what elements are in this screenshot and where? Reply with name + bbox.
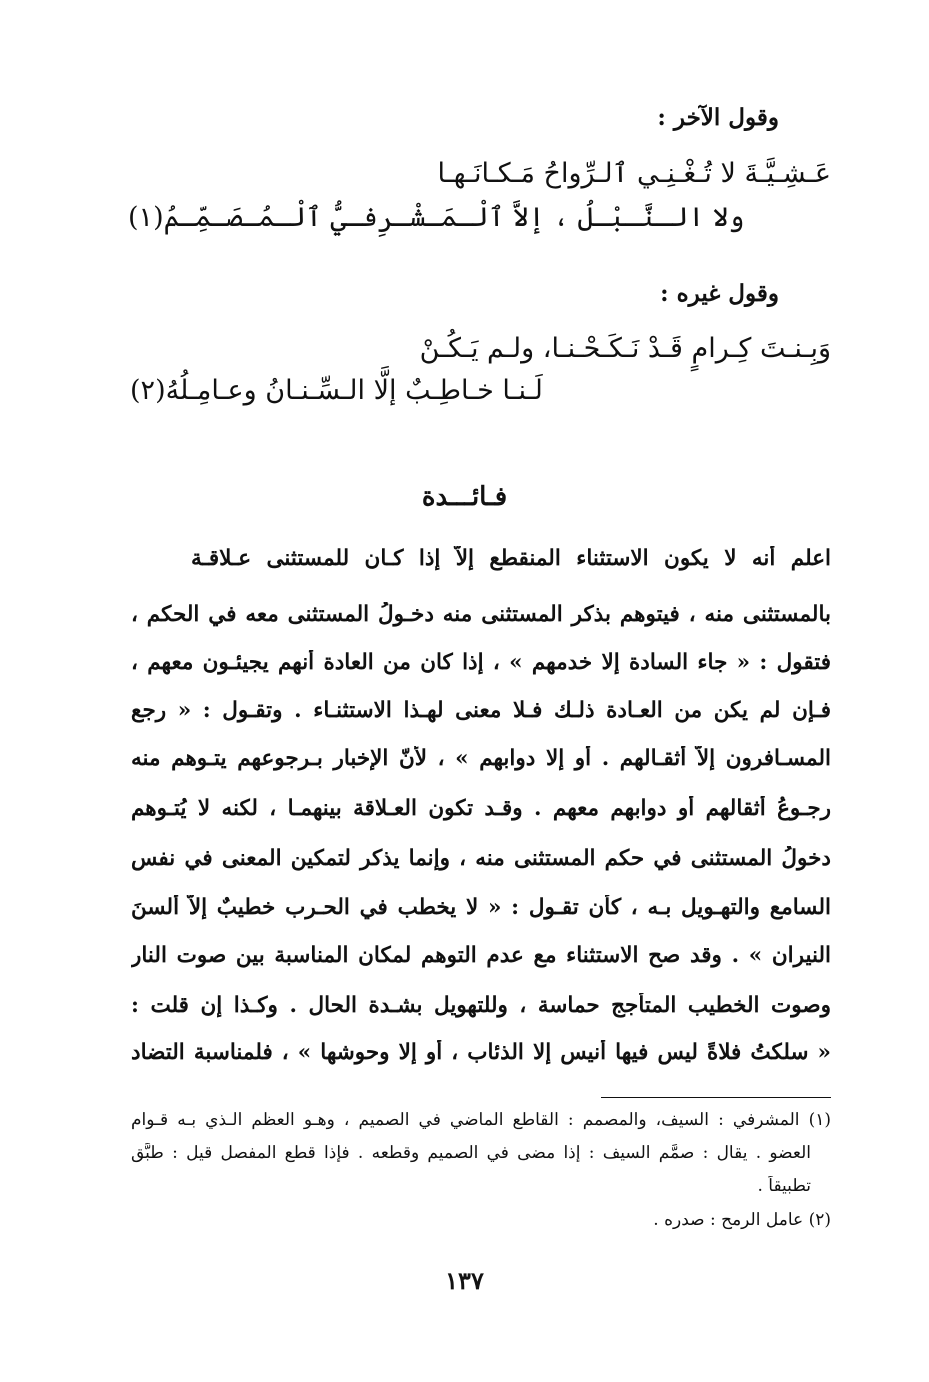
verse-line-1a: عَـشِـيَّـةَ لا تُـغْـنِـي ٱلـرِّواحُ مَـكـانَـهـا [437,158,831,189]
page-number: ١٣٧ [445,1266,484,1295]
body-line-7: دخولُ المستثنى في حكم المستثنى منه ، وإنما يذكر لتمكين المعنى في نفس [131,846,831,871]
footnote-1-line-1: (١) المشرفي : السيف، والمصمم : القاطع الماضي في الصميم ، وهـو العظم الـذي بـه قـوام [131,1110,831,1130]
body-line-3: فتقول : « جاء السادة إلا خدمهم » ، إذا كان من العادة أنهم يجيئـون معهم ، [131,650,831,675]
body-line-1: اعلم أنه لا يكون الاستثناء المنقطع إلاَّ إذا كـان للمستثنى عـلاقـة [191,546,831,571]
body-line-4: فـإن لم يكن من العـادة ذلـك فـلا معنى لهـذا الاستثنـاء . وتقـول : « رجع [131,698,831,723]
verse-line-1b: ولا الـنَّـبْـلُ ، إلاَّ ٱلْـمَـشْـرِفـيُّ ٱلْـمُـصَـمِّـمُ(١) [128,202,745,233]
body-line-8: السامع والتهـويل بـه ، كأن تقـول : « لا يخطب في الحـرب خطيبٌ إلاَّ ألسنَ [131,895,831,920]
body-line-11: « سلكتُ فلاةً ليس فيها أنيس إلا الذئاب ، أو إلا وحوشها » ، فلمناسبة التضاد [131,1040,831,1065]
section-title: فـائـــدة [421,482,508,512]
poem-intro-2: وقول غيره : [660,280,779,307]
body-line-9: النيران » . وقد صح الاستثناء مع عدم التوهم لمكان المناسبة بين صوت النار [131,943,831,968]
verse-line-2b: لَـنـا خـاطِـبٌ إلَّا الـسِّـنـانُ وعـامِـلُهُ(٢) [130,375,543,406]
footnote-separator [601,1097,831,1098]
verse-line-2a: وَبِـنـتَ كِـرامٍ قَـدْ نَـكَـحْـنـا، ولـم يَـكُـنْ [419,333,831,364]
body-line-10: وصوت الخطيب المتأجج حماسة ، وللتهويل بشـدة الحال . وكـذا إن قلت : [131,993,831,1018]
footnote-1-line-2: العضو . يقال : صمَّم السيف : إذا مضى في الصميم وقطعه . فإذا قطع المفصل قيل : طبَّق [131,1143,811,1163]
footnote-2-line-1: (٢) عامل الرمح : صدره . [653,1210,831,1230]
body-line-5: المسـافرون إلاَّ أثقـالهم . أو إلا دوابهم » ، لأنّ الإخبار بـرجوعهم يتـوهم منه [131,746,831,771]
body-line-6: رجـوعُ أثقالهم أو دوابهم معهم . وقـد تكون العـلاقة بينهمـا ، لكنه لا يُتـوهم [131,796,831,821]
footnote-1-line-3: تطبيقاً . [757,1176,811,1196]
poem-intro-1: وقول الآخر : [657,104,779,131]
body-line-2: بالمستثنى منه ، فيتوهم بذكر المستثنى منه دخـولُ المستثنى معه في الحكم ، [131,602,831,627]
